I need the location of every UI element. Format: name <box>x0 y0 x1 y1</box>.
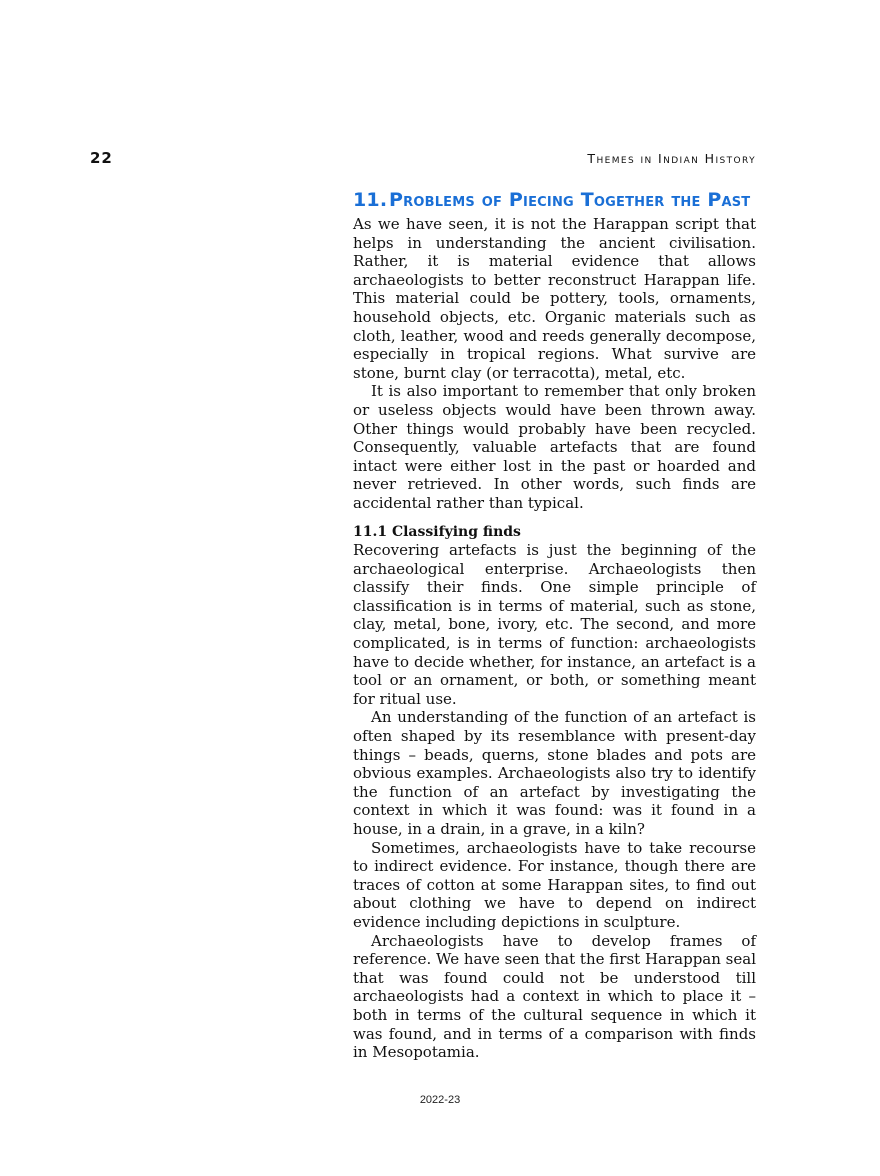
section-number: 11. <box>353 189 388 211</box>
section-paragraph-2: It is also important to remember that only broken or useless objects would have been thrown away. Other things would probably have been recycled. Consequently, valuable artefacts that are found intact were either lost in the past or hoarded and never retrieved. In other words, such finds are accidental rather than typical. <box>353 382 756 512</box>
section-paragraph-1: As we have seen, it is not the Harappan script that helps in understanding the ancient civilisation. Rather, it is material evidence that allows archaeologists to better reconstruct Harappan life. This material could be pottery, tools, ornaments, household objects, etc. Organic materials such as cloth, leather, wood and reeds generally decompose, especially in tropical regions. What survive are stone, burnt clay (or terracotta), metal, etc. <box>353 215 756 382</box>
subsection-heading: 11.1 Classifying finds <box>353 523 521 540</box>
text-column <box>353 188 756 1062</box>
subsection-paragraph-3: Sometimes, archaeologists have to take recourse to indirect evidence. For instance, though there are traces of cotton at some Harappan sites, to find out about clothing we have to depend on indirect evidence including depictions in sculpture. <box>353 838 756 931</box>
section-heading <box>353 188 756 213</box>
subsection-paragraph-1: Recovering artefacts is just the beginning of the archaeological enterprise. Archaeologists then classify their finds. One simple principle of classification is in terms of material, such as stone, clay, metal, bone, ivory, etc. The second, and more complicated, is in terms of function: archaeologists have to decide whether, for instance, an artefact is a tool or an ornament, or both, or something meant for ritual use. <box>353 541 756 708</box>
footer-year: 2022-23 <box>419 1094 461 1106</box>
running-head: Themes in Indian History <box>587 151 756 166</box>
page-number: 22 <box>90 149 113 167</box>
section-title: Problems of Piecing Together the Past <box>389 189 751 211</box>
subsection-paragraph-2: An understanding of the function of an artefact is often shaped by its resemblance with present-day things – beads, querns, stone blades and pots are obvious examples. Archaeologists also try to identify the function of an artefact by investigating the context in which it was found: was it found in a house, in a drain, in a grave, in a kiln? <box>353 708 756 838</box>
subsection-paragraph-4: Archaeologists have to develop frames of reference. We have seen that the first Harappan seal that was found could not be understood till archaeologists had a context in which to place it – both in terms of the cultural sequence in which it was found, and in terms of a comparison with finds in Mesopotamia. <box>353 931 756 1062</box>
